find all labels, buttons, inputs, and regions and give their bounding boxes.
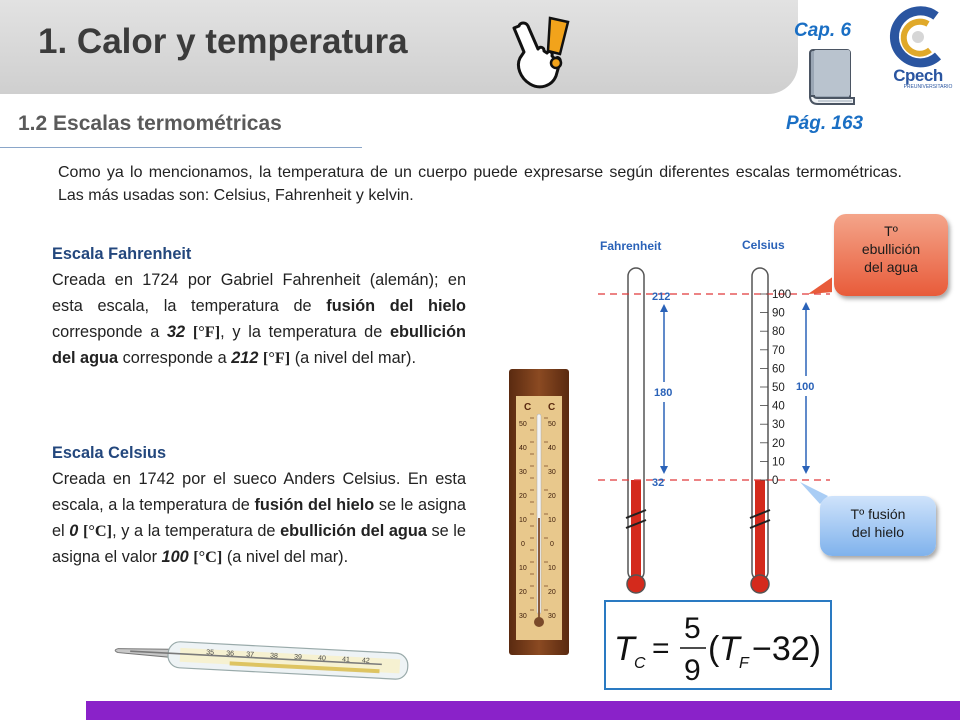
svg-text:36: 36 (225, 650, 235, 658)
svg-text:41: 41 (341, 656, 350, 664)
wall-tick-labels-left (519, 421, 527, 620)
fahrenheit-top-value: 212 (652, 291, 671, 303)
logo-text: Cpech (893, 66, 943, 85)
celsius-mercury (755, 480, 765, 576)
celsius-tick-label: 70 (772, 344, 785, 357)
melting-point-callout: Tº fusión del hielo (820, 496, 936, 556)
svg-text:9: 9 (684, 654, 701, 687)
fahrenheit-span-value: 180 (654, 387, 673, 399)
celsius-section (52, 440, 466, 570)
svg-text:20: 20 (548, 589, 556, 596)
page-title: 1. Calor y temperatura (38, 22, 408, 61)
chapter-label: Cap. 6 (794, 20, 852, 41)
celsius-tick-label: 40 (772, 400, 785, 413)
fahrenheit-bulb (627, 575, 645, 593)
celsius-tick-label: 60 (772, 363, 785, 376)
fahrenheit-heading: Escala Fahrenheit (52, 245, 192, 263)
celsius-paragraph: Creada en 1742 por el sueco Anders Celsius. En esta escala, a la temperatura de fusión del hielo se le asigna el 0 [°C], y a la temperatura de ebullición del agua se le asigna el valor 100 [°C] (a nivel del mar). (52, 470, 466, 566)
book-icon (806, 46, 858, 108)
svg-text:40: 40 (519, 445, 527, 452)
svg-text:35: 35 (206, 649, 215, 657)
boil-callout-pointer (808, 276, 832, 294)
svg-text:50: 50 (519, 421, 527, 428)
celsius-tick-label: 100 (772, 289, 792, 301)
svg-text:20: 20 (519, 493, 527, 500)
clinical-thermometer-image (110, 628, 416, 692)
fahrenheit-paragraph: Creada en 1724 por Gabriel Fahrenheit (alemán); en esta escala, la temperatura de fusión del hielo corresponde a 32 [°F], y la temperatura de ebullición del agua corresponde a 212 [°F] (a nivel del mar). (52, 271, 466, 367)
svg-text:(: ( (708, 630, 720, 668)
celsius-tick-label: 50 (772, 382, 785, 394)
celsius-tick-label: 20 (772, 437, 785, 450)
wall-tick-labels-right (548, 421, 556, 620)
bottom-accent-bar (86, 701, 960, 720)
fahrenheit-bottom-value: 32 (652, 477, 665, 489)
svg-text:20: 20 (519, 589, 527, 596)
cpech-logo-icon (882, 4, 954, 70)
svg-text:50: 50 (548, 421, 556, 428)
svg-text:30: 30 (548, 469, 556, 476)
logo-subtext: PREUNIVERSITARIO (903, 84, 953, 90)
svg-text:30: 30 (548, 613, 556, 620)
hand-pointer-exclamation-icon (500, 16, 574, 94)
svg-text:40: 40 (548, 445, 556, 452)
wall-thermometer-image (508, 368, 570, 656)
svg-text:T: T (614, 630, 635, 668)
svg-text:10: 10 (519, 565, 527, 572)
celsius-tick-label: 30 (772, 419, 785, 432)
celsius-tick-label: 0 (772, 475, 779, 487)
wall-unit-left: C (524, 402, 532, 413)
celsius-tick-labels (772, 289, 791, 487)
conversion-formula-box (604, 600, 832, 690)
celsius-heading: Escala Celsius (52, 444, 167, 462)
wall-unit-right: C (548, 402, 556, 413)
svg-text:39: 39 (293, 653, 303, 662)
svg-text:10: 10 (548, 517, 556, 524)
celsius-span-value: 100 (796, 381, 815, 393)
section-subtitle: 1.2 Escalas termométricas (18, 112, 282, 135)
fahrenheit-section (52, 241, 466, 371)
svg-text:5: 5 (684, 612, 701, 645)
celsius-tick-label: 80 (772, 326, 785, 339)
celsius-tick-label: 10 (772, 456, 785, 469)
celsius-bulb (751, 575, 769, 593)
page-ref-label: Pág. 163 (786, 113, 864, 134)
svg-text:40: 40 (317, 655, 327, 663)
svg-text:=: = (652, 632, 670, 665)
svg-text:30: 30 (519, 613, 527, 620)
celsius-tick-label: 90 (772, 307, 785, 320)
fahrenheit-column-label: Fahrenheit (600, 239, 662, 253)
celsius-column-label: Celsius (742, 238, 785, 252)
svg-text:30: 30 (519, 469, 527, 476)
fahrenheit-mercury (631, 480, 641, 576)
svg-text:20: 20 (548, 493, 556, 500)
thermometer-scales-diagram (596, 232, 832, 594)
svg-text:F: F (739, 655, 749, 672)
svg-text:10: 10 (519, 517, 527, 524)
svg-text:−32): −32) (752, 630, 821, 668)
conversion-formula (606, 602, 830, 688)
boiling-point-callout: Tº ebullición del agua (834, 214, 948, 296)
subtitle-divider (0, 147, 362, 148)
svg-text:C: C (634, 655, 646, 672)
svg-text:0: 0 (521, 541, 525, 548)
svg-text:T: T (719, 630, 740, 668)
svg-text:37: 37 (245, 651, 255, 659)
svg-text:10: 10 (548, 565, 556, 572)
intro-paragraph: Como ya lo mencionamos, la temperatura de un cuerpo puede expresarse según diferentes escalas termométricas. Las más usadas son: Celsius, Fahrenheit y kelvin. (58, 164, 902, 204)
svg-text:42: 42 (361, 657, 370, 665)
svg-text:0: 0 (550, 541, 554, 548)
svg-text:38: 38 (269, 652, 279, 660)
